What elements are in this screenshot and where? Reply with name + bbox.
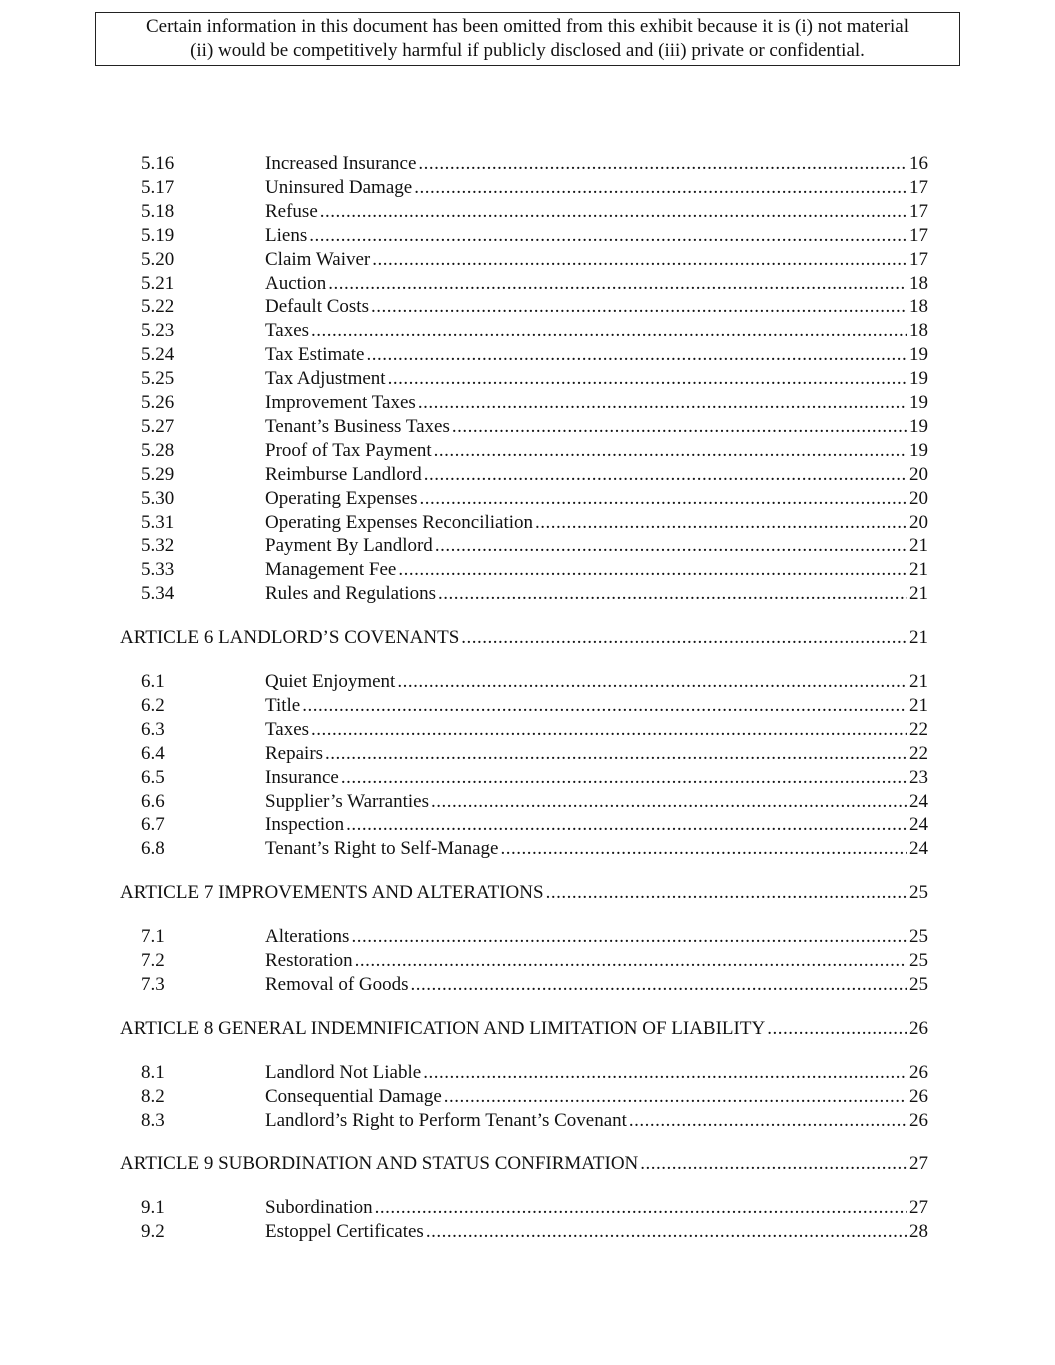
toc-section-row[interactable] — [0, 439, 1055, 463]
toc-section-row[interactable] — [0, 152, 1055, 176]
dot-leader — [640, 1152, 907, 1176]
section-page-number: 25 — [909, 926, 928, 948]
toc-section-row[interactable] — [0, 200, 1055, 224]
section-title: Auction — [265, 272, 327, 294]
section-entry — [265, 248, 928, 272]
toc-section-row[interactable] — [0, 766, 1055, 790]
section-entry — [265, 511, 928, 535]
article-page-number: 27 — [909, 1153, 928, 1175]
section-page-number: 21 — [909, 671, 928, 692]
dot-leader — [452, 415, 907, 439]
section-entry — [265, 1085, 928, 1109]
section-number: 6.1 — [141, 671, 165, 692]
section-title: Tax Adjustment — [265, 368, 386, 390]
section-number: 5.26 — [141, 392, 175, 413]
toc-section-row[interactable] — [0, 367, 1055, 391]
dot-leader — [388, 367, 907, 391]
section-page-number: 26 — [909, 1109, 928, 1131]
section-page-number: 21 — [909, 535, 928, 557]
section-page-number: 20 — [909, 511, 928, 533]
section-page-number: 19 — [909, 344, 928, 366]
section-number: 6.6 — [141, 790, 165, 812]
dot-leader — [375, 1196, 907, 1220]
dot-leader — [320, 200, 907, 224]
section-title: Rules and Regulations — [265, 583, 436, 605]
section-number: 5.16 — [141, 153, 175, 174]
section-page-number: 22 — [909, 718, 928, 740]
section-number: 5.34 — [141, 583, 175, 605]
section-number: 8.2 — [141, 1085, 165, 1107]
toc-section-row[interactable] — [0, 248, 1055, 272]
dot-leader — [366, 343, 907, 367]
section-title: Insurance — [265, 766, 339, 788]
toc-section-row[interactable] — [0, 973, 1055, 997]
dot-leader — [419, 487, 907, 511]
section-page-number: 24 — [909, 838, 928, 860]
section-page-number: 17 — [909, 200, 928, 222]
section-title: Taxes — [265, 718, 310, 740]
section-entry — [265, 925, 928, 949]
section-entry — [265, 152, 928, 176]
section-title: Removal of Goods — [265, 973, 409, 995]
toc-section-row[interactable] — [0, 949, 1055, 973]
toc-section-row[interactable] — [0, 224, 1055, 248]
section-page-number: 17 — [909, 224, 928, 246]
section-title: Liens — [265, 224, 308, 246]
article-page-number: 26 — [909, 1017, 928, 1039]
dot-leader — [424, 463, 907, 487]
notice-line-1: Certain information in this document has been omitted from this exhibit because it is (i) not material — [146, 16, 909, 37]
toc-section-row[interactable] — [0, 813, 1055, 837]
section-entry — [265, 200, 928, 224]
dot-leader — [461, 626, 907, 650]
section-title: Uninsured Damage — [265, 176, 413, 198]
section-page-number: 16 — [909, 153, 928, 174]
section-title: Repairs — [265, 742, 324, 764]
section-title: Estoppel Certificates — [265, 1221, 424, 1243]
section-entry — [265, 973, 928, 997]
section-title: Quiet Enjoyment — [265, 671, 396, 692]
toc-section-row[interactable] — [0, 718, 1055, 742]
section-page-number: 18 — [909, 296, 928, 318]
section-page-number: 17 — [909, 248, 928, 270]
toc-section-row[interactable] — [0, 343, 1055, 367]
dot-leader — [309, 224, 907, 248]
toc-article-heading[interactable] — [0, 881, 1055, 905]
section-entry — [265, 367, 928, 391]
section-number: 5.20 — [141, 248, 175, 270]
section-page-number: 25 — [909, 950, 928, 971]
section-number: 5.21 — [141, 272, 175, 294]
article-entry — [120, 626, 928, 650]
section-entry — [265, 558, 928, 582]
section-entry — [265, 670, 928, 694]
section-number: 8.1 — [141, 1061, 165, 1083]
toc-section-row[interactable] — [0, 1109, 1055, 1133]
section-page-number: 22 — [909, 742, 928, 764]
article-title: ARTICLE 7 IMPROVEMENTS AND ALTERATIONS — [120, 882, 544, 904]
section-entry — [265, 391, 928, 415]
section-number: 6.2 — [141, 694, 165, 716]
dot-leader — [325, 742, 907, 766]
toc-section-row[interactable] — [0, 582, 1055, 606]
section-title: Landlord Not Liable — [265, 1061, 422, 1083]
section-page-number: 19 — [909, 415, 928, 437]
section-number: 5.18 — [141, 200, 175, 222]
dot-leader — [418, 391, 907, 415]
section-title: Subordination — [265, 1197, 373, 1219]
section-number: 5.27 — [141, 415, 175, 437]
dot-leader — [341, 766, 907, 790]
section-title: Operating Expenses Reconciliation — [265, 511, 534, 533]
toc-section-row[interactable] — [0, 176, 1055, 200]
section-entry — [265, 949, 928, 973]
toc-section-row[interactable] — [0, 487, 1055, 511]
toc-section-row[interactable] — [0, 790, 1055, 814]
section-title: Proof of Tax Payment — [265, 439, 432, 461]
section-title: Operating Expenses — [265, 487, 418, 509]
section-number: 6.8 — [141, 838, 165, 860]
section-number: 7.1 — [141, 926, 165, 948]
toc-section-row[interactable] — [0, 1061, 1055, 1085]
section-entry — [265, 463, 928, 487]
section-page-number: 24 — [909, 790, 928, 812]
dot-leader — [302, 694, 907, 718]
article-entry — [120, 1017, 928, 1041]
section-entry — [265, 582, 928, 606]
section-number: 6.3 — [141, 718, 165, 740]
section-title: Tenant’s Business Taxes — [265, 415, 450, 437]
article-title: ARTICLE 9 SUBORDINATION AND STATUS CONFIRMATION — [120, 1153, 639, 1175]
dot-leader — [311, 319, 907, 343]
section-entry — [265, 176, 928, 200]
section-page-number: 20 — [909, 463, 928, 485]
section-entry — [265, 487, 928, 511]
section-title: Alterations — [265, 926, 350, 948]
dot-leader — [372, 248, 907, 272]
section-entry — [265, 694, 928, 718]
section-title: Refuse — [265, 200, 318, 222]
section-page-number: 18 — [909, 272, 928, 294]
dot-leader — [398, 558, 907, 582]
article-entry — [120, 1152, 928, 1176]
toc-section-row[interactable] — [0, 558, 1055, 582]
section-page-number: 26 — [909, 1085, 928, 1107]
section-page-number: 19 — [909, 368, 928, 390]
section-title: Supplier’s Warranties — [265, 790, 429, 812]
dot-leader — [328, 272, 907, 296]
section-title: Restoration — [265, 950, 353, 971]
section-entry — [265, 790, 928, 814]
article-page-number: 25 — [909, 882, 928, 904]
dot-leader — [546, 881, 907, 905]
section-number: 6.7 — [141, 814, 165, 836]
section-page-number: 27 — [909, 1197, 928, 1219]
section-page-number: 26 — [909, 1061, 928, 1083]
section-number: 7.2 — [141, 950, 165, 971]
section-number: 5.19 — [141, 224, 175, 246]
toc-section-row[interactable] — [0, 534, 1055, 558]
section-page-number: 20 — [909, 487, 928, 509]
toc-section-row[interactable] — [0, 1085, 1055, 1109]
toc-section-row[interactable] — [0, 463, 1055, 487]
dot-leader — [767, 1017, 907, 1041]
section-title: Improvement Taxes — [265, 392, 416, 413]
notice-line-2: (ii) would be competitively harmful if publicly disclosed and (iii) private or confidential. — [190, 40, 865, 61]
dot-leader — [431, 790, 907, 814]
section-number: 5.22 — [141, 296, 175, 318]
section-entry — [265, 534, 928, 558]
dot-leader — [397, 670, 907, 694]
section-title: Default Costs — [265, 296, 369, 318]
section-number: 9.1 — [141, 1197, 165, 1219]
section-title: Payment By Landlord — [265, 535, 433, 557]
dot-leader — [444, 1085, 907, 1109]
dot-leader — [418, 152, 907, 176]
section-entry — [265, 272, 928, 296]
section-title: Increased Insurance — [265, 153, 417, 174]
section-entry — [265, 1220, 928, 1244]
toc-section-row[interactable] — [0, 295, 1055, 319]
section-entry — [265, 415, 928, 439]
section-page-number: 19 — [909, 392, 928, 413]
dot-leader — [346, 813, 907, 837]
toc-article-heading[interactable] — [0, 1152, 1055, 1176]
section-title: Consequential Damage — [265, 1085, 442, 1107]
section-number: 5.24 — [141, 344, 175, 366]
section-title: Landlord’s Right to Perform Tenant’s Covenant — [265, 1109, 627, 1131]
section-entry — [265, 319, 928, 343]
dot-leader — [435, 534, 907, 558]
section-title: Inspection — [265, 814, 345, 836]
section-entry — [265, 224, 928, 248]
toc-article-heading[interactable] — [0, 626, 1055, 650]
toc-section-row[interactable] — [0, 391, 1055, 415]
toc-section-row[interactable] — [0, 272, 1055, 296]
section-number: 5.25 — [141, 368, 175, 390]
section-entry — [265, 1109, 928, 1133]
dot-leader — [311, 718, 907, 742]
toc-section-row[interactable] — [0, 415, 1055, 439]
toc-section-row[interactable] — [0, 1196, 1055, 1220]
toc-article-heading[interactable] — [0, 1017, 1055, 1041]
section-number: 5.29 — [141, 463, 175, 485]
dot-leader — [500, 837, 907, 861]
section-page-number: 21 — [909, 559, 928, 581]
section-title: Title — [265, 694, 301, 716]
section-number: 5.30 — [141, 487, 175, 509]
dot-leader — [438, 582, 907, 606]
section-entry — [265, 1061, 928, 1085]
dot-leader — [351, 925, 907, 949]
dot-leader — [434, 439, 907, 463]
section-page-number: 23 — [909, 766, 928, 788]
dot-leader — [426, 1220, 907, 1244]
section-number: 6.4 — [141, 742, 165, 764]
toc-section-row[interactable] — [0, 511, 1055, 535]
dot-leader — [423, 1061, 907, 1085]
toc-section-row[interactable] — [0, 319, 1055, 343]
section-title: Claim Waiver — [265, 248, 371, 270]
dot-leader — [371, 295, 907, 319]
section-number: 5.32 — [141, 535, 175, 557]
toc-section-row[interactable] — [0, 742, 1055, 766]
section-entry — [265, 837, 928, 861]
section-title: Management Fee — [265, 559, 397, 581]
dot-leader — [411, 973, 907, 997]
section-number: 6.5 — [141, 766, 165, 788]
section-title: Tax Estimate — [265, 344, 365, 366]
article-page-number: 21 — [909, 627, 928, 649]
section-number: 5.23 — [141, 320, 175, 342]
toc-section-row[interactable] — [0, 1220, 1055, 1244]
dot-leader — [629, 1109, 907, 1133]
section-page-number: 25 — [909, 973, 928, 995]
toc-section-row[interactable] — [0, 925, 1055, 949]
section-page-number: 21 — [909, 694, 928, 716]
section-number: 5.33 — [141, 559, 175, 581]
section-title: Tenant’s Right to Self-Manage — [265, 838, 499, 860]
section-number: 9.2 — [141, 1221, 165, 1243]
toc-section-row[interactable] — [0, 670, 1055, 694]
section-entry — [265, 343, 928, 367]
section-entry — [265, 742, 928, 766]
dot-leader — [535, 511, 907, 535]
section-entry — [265, 813, 928, 837]
section-entry — [265, 295, 928, 319]
section-page-number: 17 — [909, 176, 928, 198]
section-title: Taxes — [265, 320, 310, 342]
section-entry — [265, 1196, 928, 1220]
toc-section-row[interactable] — [0, 837, 1055, 861]
section-page-number: 19 — [909, 439, 928, 461]
section-page-number: 18 — [909, 320, 928, 342]
section-page-number: 28 — [909, 1221, 928, 1243]
section-number: 5.17 — [141, 176, 175, 198]
toc-section-row[interactable] — [0, 694, 1055, 718]
section-title: Reimburse Landlord — [265, 463, 422, 485]
section-entry — [265, 439, 928, 463]
article-title: ARTICLE 8 GENERAL INDEMNIFICATION AND LIMITATION OF LIABILITY — [120, 1017, 766, 1039]
section-entry — [265, 766, 928, 790]
section-page-number: 21 — [909, 583, 928, 605]
section-number: 5.28 — [141, 439, 175, 461]
section-entry — [265, 718, 928, 742]
confidentiality-notice — [95, 12, 960, 66]
section-number: 8.3 — [141, 1109, 165, 1131]
article-entry — [120, 881, 928, 905]
dot-leader — [414, 176, 907, 200]
section-number: 5.31 — [141, 511, 175, 533]
dot-leader — [355, 949, 907, 973]
section-page-number: 24 — [909, 814, 928, 836]
section-number: 7.3 — [141, 973, 165, 995]
article-title: ARTICLE 6 LANDLORD’S COVENANTS — [120, 627, 460, 649]
